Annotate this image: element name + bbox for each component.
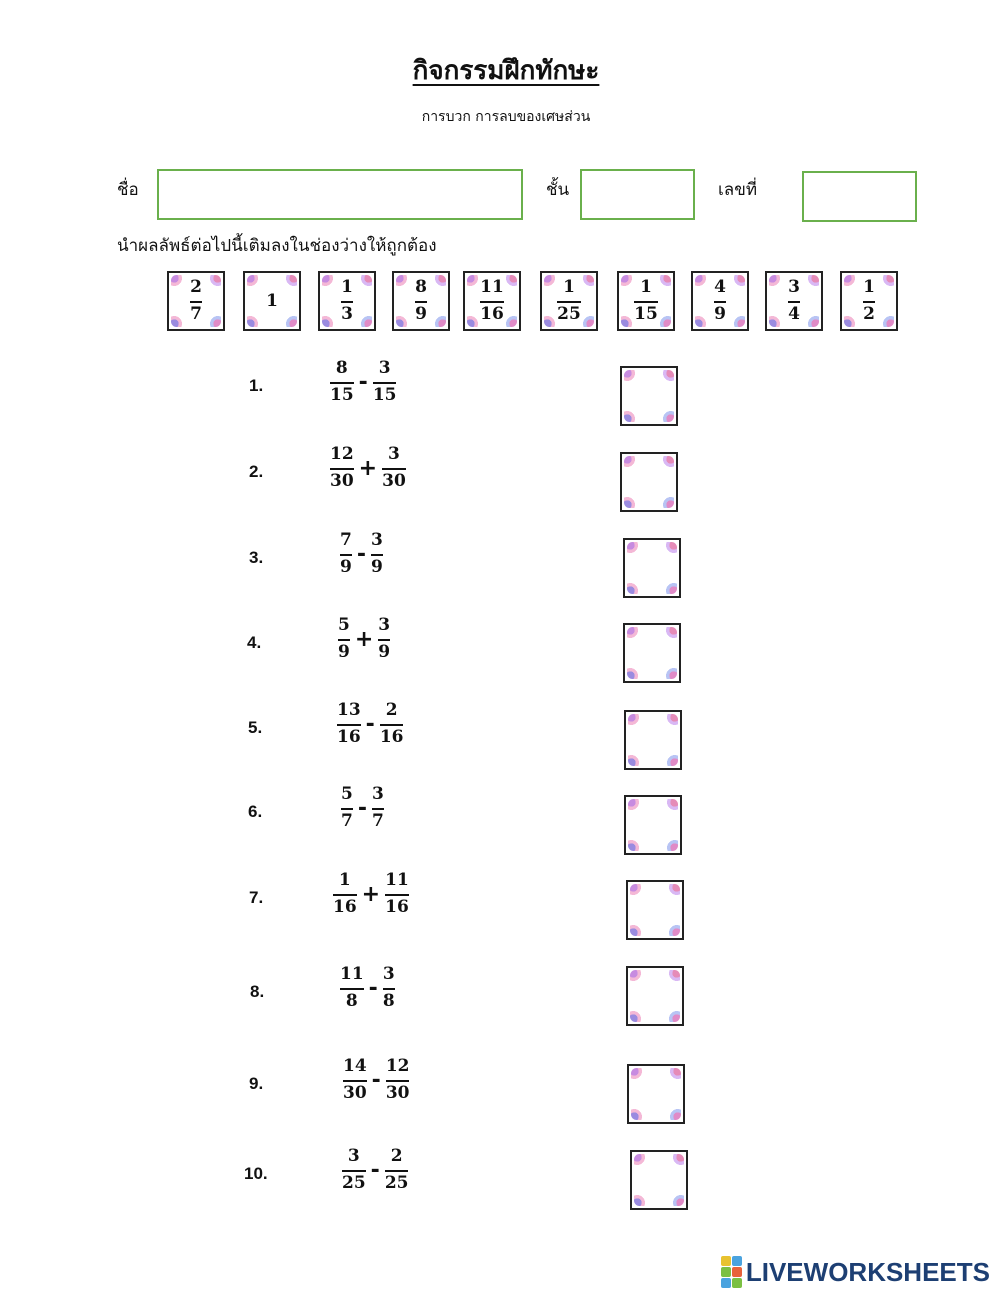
first-fraction (330, 446, 354, 491)
flower-corner-icon (667, 755, 678, 766)
numerator: 11 (340, 964, 364, 984)
fraction-bar (373, 382, 397, 384)
operator: - (365, 711, 375, 737)
flower-corner-icon (210, 316, 221, 327)
numerator: 1 (338, 870, 351, 890)
flower-corner-icon (670, 1068, 681, 1079)
question-number: 7. (249, 888, 264, 907)
liveworksheets-logo-icon (721, 1256, 742, 1288)
numerator: 2 (390, 1146, 403, 1166)
flower-corner-icon (544, 316, 555, 327)
numerator: 2 (190, 276, 202, 297)
flower-corner-icon (621, 275, 632, 286)
question-expression (330, 446, 406, 491)
numerator: 2 (385, 700, 398, 720)
flower-corner-icon (666, 542, 677, 553)
answer-option-tile[interactable] (691, 271, 749, 331)
denominator: 9 (714, 303, 726, 324)
question-expression (340, 966, 395, 1011)
denominator: 8 (382, 990, 395, 1011)
numerator: 3 (370, 530, 383, 550)
flower-corner-icon (467, 275, 478, 286)
answer-drop-box[interactable] (624, 795, 682, 855)
denominator: 25 (384, 1172, 409, 1193)
question-number: 1. (249, 376, 264, 395)
denominator: 30 (385, 1082, 410, 1103)
fraction-bar (330, 468, 354, 470)
second-fraction (378, 617, 390, 662)
flower-corner-icon (361, 275, 372, 286)
question-number: 4. (247, 633, 262, 652)
denominator: 7 (190, 303, 202, 324)
numerator: 11 (480, 276, 504, 297)
denominator: 9 (415, 303, 427, 324)
denominator: 3 (341, 303, 353, 324)
answer-drop-box[interactable] (627, 1064, 685, 1124)
numerator: 12 (330, 444, 354, 464)
second-fraction (372, 786, 384, 831)
flower-corner-icon (628, 755, 639, 766)
name-label: ชื่อ (117, 180, 139, 200)
worksheet-subtitle: การบวก การลบของเศษส่วน (421, 109, 591, 125)
denominator: 25 (557, 303, 581, 324)
denominator: 15 (634, 303, 658, 324)
numerator: 5 (341, 784, 353, 804)
answer-option-tile[interactable] (617, 271, 675, 331)
first-fraction (342, 1148, 366, 1193)
second-fraction (373, 360, 397, 405)
denominator: 9 (370, 556, 383, 577)
flower-corner-icon (628, 799, 639, 810)
denominator: 16 (385, 896, 409, 917)
fraction-bar (383, 988, 395, 990)
fraction-bar (714, 301, 726, 303)
flower-corner-icon (624, 370, 635, 381)
option-fraction (557, 276, 581, 324)
first-fraction (340, 966, 364, 1011)
fraction-bar (337, 724, 361, 726)
flower-corner-icon (844, 275, 855, 286)
flower-corner-icon (663, 456, 674, 467)
flower-corner-icon (583, 316, 594, 327)
flower-corner-icon (628, 714, 639, 725)
flower-corner-icon (844, 316, 855, 327)
flower-corner-icon (631, 1109, 642, 1120)
flower-corner-icon (506, 275, 517, 286)
question-expression (340, 532, 383, 577)
first-fraction (343, 1058, 367, 1103)
option-fraction (863, 276, 875, 324)
answer-option-tile[interactable] (463, 271, 521, 331)
flower-corner-icon (631, 1068, 642, 1079)
fraction-bar (380, 724, 404, 726)
numerator: 5 (338, 615, 350, 635)
flower-corner-icon (808, 316, 819, 327)
numerator: 13 (337, 700, 361, 720)
flower-corner-icon (544, 275, 555, 286)
numerator: 4 (714, 276, 726, 297)
option-fraction (341, 276, 353, 324)
fraction-bar (333, 894, 357, 896)
answer-option-tile[interactable] (765, 271, 823, 331)
flower-corner-icon (660, 275, 671, 286)
name-field[interactable] (157, 169, 523, 220)
denominator: 15 (330, 384, 354, 405)
flower-corner-icon (322, 316, 333, 327)
first-fraction (330, 360, 354, 405)
denominator: 16 (379, 726, 404, 747)
flower-corner-icon (630, 970, 641, 981)
denominator: 7 (371, 810, 384, 831)
option-fraction (714, 276, 726, 324)
fraction-bar (415, 301, 427, 303)
denominator: 16 (480, 303, 504, 324)
flower-corner-icon (669, 970, 680, 981)
flower-corner-icon (769, 275, 780, 286)
answer-drop-box[interactable] (626, 966, 684, 1026)
fraction-bar (340, 554, 352, 556)
question-expression (338, 617, 390, 662)
flower-corner-icon (396, 316, 407, 327)
fraction-bar (378, 639, 390, 641)
flower-corner-icon (624, 411, 635, 422)
flower-corner-icon (396, 275, 407, 286)
liveworksheets-logo (721, 1256, 990, 1288)
operator: + (354, 626, 374, 652)
flower-corner-icon (171, 316, 182, 327)
question-expression (341, 786, 384, 831)
flower-corner-icon (627, 627, 638, 638)
flower-corner-icon (883, 275, 894, 286)
question-expression (333, 872, 409, 917)
answer-option-tile[interactable] (840, 271, 898, 331)
option-fraction (480, 276, 504, 324)
flower-corner-icon (666, 583, 677, 594)
fraction-bar (788, 301, 800, 303)
flower-corner-icon (630, 884, 641, 895)
second-fraction (371, 532, 383, 577)
numerator: 3 (382, 964, 395, 984)
flower-corner-icon (506, 316, 517, 327)
option-fraction (788, 276, 800, 324)
first-fraction (340, 532, 352, 577)
numerator: 11 (385, 870, 409, 890)
fraction-bar (386, 1080, 410, 1082)
numerator: 7 (340, 530, 352, 550)
flower-corner-icon (663, 411, 674, 422)
question-number: 8. (250, 982, 265, 1001)
flower-corner-icon (247, 316, 258, 327)
flower-corner-icon (673, 1154, 684, 1165)
option-fraction (634, 276, 658, 324)
instruction-text: นำผลลัพธ์ต่อไปนี้เติมลงในช่องว่างให้ถูกต้อง (117, 236, 437, 256)
denominator: 30 (382, 470, 406, 491)
answer-option-tile[interactable] (392, 271, 450, 331)
question-number: 6. (248, 802, 263, 821)
second-fraction (382, 446, 406, 491)
flower-corner-icon (171, 275, 182, 286)
operator: - (356, 541, 366, 567)
flower-corner-icon (630, 1011, 641, 1022)
question-number: 9. (249, 1074, 264, 1093)
answer-drop-box[interactable] (620, 366, 678, 426)
fraction-bar (341, 808, 353, 810)
fraction-bar (341, 301, 353, 303)
denominator: 9 (340, 556, 352, 577)
flower-corner-icon (769, 316, 780, 327)
question-expression (343, 1058, 409, 1103)
flower-corner-icon (695, 316, 706, 327)
numerator: 8 (415, 276, 427, 297)
numerator: 8 (335, 358, 348, 378)
class-label: ชั้น (546, 180, 570, 200)
question-number: 10. (244, 1164, 268, 1183)
flower-corner-icon (322, 275, 333, 286)
flower-corner-icon (286, 275, 297, 286)
flower-corner-icon (669, 925, 680, 936)
numerator: 3 (378, 615, 391, 635)
denominator: 16 (333, 896, 357, 917)
numerator: 3 (788, 276, 800, 297)
denominator: 16 (337, 726, 361, 747)
question-number: 2. (249, 462, 264, 481)
question-number: 5. (248, 718, 263, 737)
answer-option-tile[interactable] (243, 271, 301, 331)
operator: - (357, 795, 367, 821)
operator: - (371, 1067, 381, 1093)
flower-corner-icon (467, 316, 478, 327)
worksheet-title: กิจกรรมฝึกทักษะ (412, 56, 600, 86)
second-fraction (385, 872, 409, 917)
numerator: 3 (347, 1146, 360, 1166)
numerator: 1 (341, 276, 353, 297)
number-label: เลขที่ (718, 180, 758, 200)
denominator: 9 (378, 641, 391, 662)
numerator: 3 (388, 444, 400, 464)
flower-corner-icon (624, 456, 635, 467)
second-fraction (386, 1058, 410, 1103)
fraction-bar (330, 382, 354, 384)
liveworksheets-logo-text: LIVEWORKSHEETS (745, 1256, 990, 1287)
denominator: 4 (788, 303, 800, 324)
fraction-bar (634, 301, 658, 303)
flower-corner-icon (361, 316, 372, 327)
flower-corner-icon (663, 370, 674, 381)
operator: - (358, 369, 368, 395)
operator: + (358, 455, 378, 481)
flower-corner-icon (667, 840, 678, 851)
denominator: 9 (338, 641, 350, 662)
question-expression (337, 702, 403, 747)
answer-option-tile[interactable] (540, 271, 598, 331)
flower-corner-icon (247, 275, 258, 286)
fraction-bar (385, 1170, 409, 1172)
flower-corner-icon (667, 714, 678, 725)
class-field[interactable] (580, 169, 695, 220)
first-fraction (341, 786, 353, 831)
first-fraction (338, 617, 350, 662)
fraction-bar (371, 554, 383, 556)
denominator: 15 (372, 384, 397, 405)
flower-corner-icon (624, 497, 635, 508)
flower-corner-icon (627, 668, 638, 679)
flower-corner-icon (621, 316, 632, 327)
denominator: 8 (345, 990, 358, 1011)
first-fraction (337, 702, 361, 747)
flower-corner-icon (734, 275, 745, 286)
flower-corner-icon (666, 668, 677, 679)
fraction-bar (557, 301, 581, 303)
flower-corner-icon (669, 1011, 680, 1022)
fraction-bar (338, 639, 350, 641)
flower-corner-icon (627, 542, 638, 553)
fraction-bar (340, 988, 364, 990)
question-number: 3. (249, 548, 264, 567)
flower-corner-icon (634, 1154, 645, 1165)
flower-corner-icon (435, 316, 446, 327)
flower-corner-icon (286, 316, 297, 327)
first-fraction (333, 872, 357, 917)
fraction-bar (480, 301, 504, 303)
numerator: 12 (385, 1056, 410, 1076)
question-expression (330, 360, 396, 405)
flower-corner-icon (663, 497, 674, 508)
denominator: 30 (343, 1082, 367, 1103)
answer-drop-box[interactable] (630, 1150, 688, 1210)
numerator: 1 (640, 276, 652, 297)
answer-option-tile[interactable] (318, 271, 376, 331)
numerator: 14 (343, 1056, 367, 1076)
denominator: 2 (863, 303, 875, 324)
question-expression (342, 1148, 408, 1193)
fraction-bar (342, 1170, 366, 1172)
flower-corner-icon (808, 275, 819, 286)
answer-drop-box[interactable] (626, 880, 684, 940)
flower-corner-icon (666, 627, 677, 638)
number-field[interactable] (802, 171, 917, 222)
option-fraction (415, 276, 427, 324)
answer-drop-box[interactable] (623, 538, 681, 598)
fraction-bar (382, 468, 406, 470)
answer-drop-box[interactable] (623, 623, 681, 683)
fraction-bar (863, 301, 875, 303)
answer-drop-box[interactable] (624, 710, 682, 770)
flower-corner-icon (667, 799, 678, 810)
numerator: 1 (863, 276, 875, 297)
flower-corner-icon (669, 884, 680, 895)
operator: - (370, 1157, 380, 1183)
second-fraction (385, 1148, 409, 1193)
fraction-bar (190, 301, 202, 303)
option-fraction (190, 276, 202, 324)
flower-corner-icon (660, 316, 671, 327)
numerator: 3 (378, 358, 391, 378)
second-fraction (383, 966, 395, 1011)
flower-corner-icon (734, 316, 745, 327)
fraction-bar (372, 808, 384, 810)
flower-corner-icon (435, 275, 446, 286)
second-fraction (380, 702, 404, 747)
numerator: 1 (563, 276, 575, 297)
flower-corner-icon (630, 925, 641, 936)
denominator: 25 (342, 1172, 366, 1193)
operator: + (361, 881, 381, 907)
numerator: 3 (371, 784, 384, 804)
fraction-bar (343, 1080, 367, 1082)
flower-corner-icon (210, 275, 221, 286)
flower-corner-icon (673, 1195, 684, 1206)
flower-corner-icon (883, 316, 894, 327)
flower-corner-icon (634, 1195, 645, 1206)
denominator: 30 (330, 470, 354, 491)
flower-corner-icon (695, 275, 706, 286)
flower-corner-icon (628, 840, 639, 851)
flower-corner-icon (583, 275, 594, 286)
answer-option-tile[interactable] (167, 271, 225, 331)
fraction-bar (385, 894, 409, 896)
operator: - (368, 975, 378, 1001)
denominator: 7 (341, 810, 353, 831)
answer-drop-box[interactable] (620, 452, 678, 512)
option-value: 1 (266, 291, 278, 311)
flower-corner-icon (670, 1109, 681, 1120)
flower-corner-icon (627, 583, 638, 594)
